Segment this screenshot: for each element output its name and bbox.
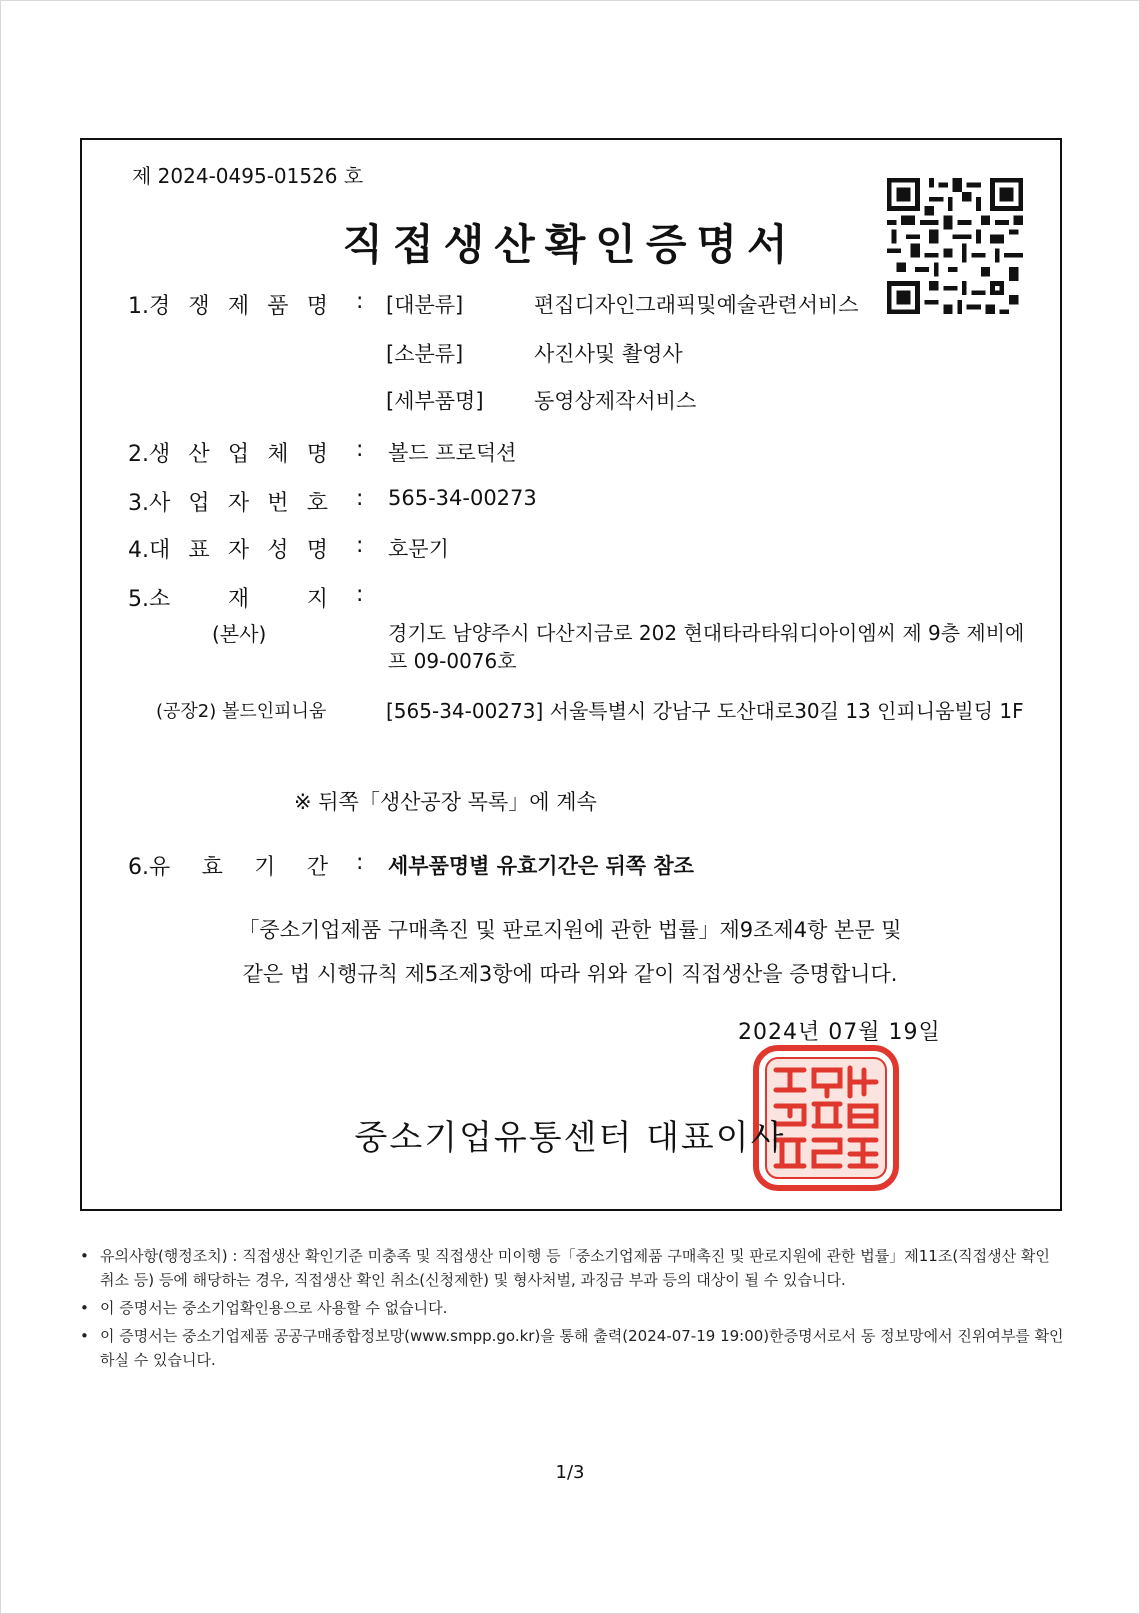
- note-item: • 유의사항(행정조치) : 직접생산 확인기준 미충족 및 직접생산 미이행 등「중소기업제품 구매촉진 및 판로지원에 관한 법률」제11조(직접생산 확인 취소 등) 등에 해당하는 경우, 직접생산 확인 취소(신청제한) 및 형사처벌, 과징금 부과 등의 대상이 될 수 있습니다.: [80, 1247, 1050, 1289]
- major-category-key: [대분류]: [386, 293, 464, 317]
- product-label: 1.경 쟁 제 품 명: [128, 294, 328, 319]
- minor-category-key: [소분류]: [386, 342, 464, 366]
- continued-note: ※ 뒤쪽「생산공장 목록」에 계속: [294, 790, 597, 814]
- note-item: • 이 증명서는 중소기업제품 공공구매종합정보망(www.smpp.go.kr)을 통해 출력(2024-07-19 19:00)한증명서로서 동 정보망에서 진위여부를 확인하실 수 있습니다.: [80, 1327, 1064, 1369]
- company-value: 볼드 프로덕션: [388, 441, 517, 465]
- detail-product-value: 동영상제작서비스: [534, 389, 697, 413]
- notes-section: [78, 1244, 1068, 1376]
- hq-key: (본사): [212, 622, 267, 646]
- biz-number-value: 565-34-00273: [388, 486, 537, 510]
- company-label: 2.생 산 업 체 명: [128, 442, 328, 467]
- location-label: 5.소 재 지: [128, 587, 328, 612]
- minor-category-value: 사진사및 촬영사: [534, 342, 683, 366]
- factory-key: (공장2) 볼드인피니움: [156, 701, 327, 722]
- issuer-name: 중소기업유통센터 대표이사: [354, 1118, 786, 1158]
- major-category-value: 편집디자인그래픽및예술관련서비스: [534, 293, 859, 317]
- location-colon: :: [356, 582, 364, 607]
- hq-address-line1: 경기도 남양주시 다산지금로 202 현대타라타워디아이엠씨 제 9층 제비에: [388, 621, 1025, 645]
- biz-number-label: 3.사 업 자 번 호: [128, 491, 328, 516]
- validity-label: 6.유 효 기 간: [128, 855, 328, 880]
- page-title: 직접생산확인증명서: [342, 220, 798, 269]
- page-number: 1/3: [555, 1462, 585, 1483]
- issue-date: 2024년 07월 19일: [738, 1020, 941, 1045]
- qr-code-icon: [886, 178, 1024, 314]
- statement-line2: 같은 법 시행규칙 제5조제3항에 따라 위와 같이 직접생산을 증명합니다.: [242, 962, 898, 986]
- statement-line1: 「중소기업제품 구매촉진 및 판로지원에 관한 법률」제9조제4항 본문 및: [238, 918, 902, 942]
- ceo-value: 호문기: [388, 537, 449, 561]
- detail-product-key: [세부품명]: [386, 389, 484, 413]
- note-item: • 이 증명서는 중소기업확인용으로 사용할 수 없습니다.: [80, 1299, 448, 1317]
- validity-value: 세부품명별 유효기간은 뒤쪽 참조: [388, 854, 694, 878]
- factory-address: [565-34-00273] 서울특별시 강남구 도산대로30길 13 인피니움빌딩 1F: [386, 699, 1024, 723]
- product-colon: :: [356, 289, 364, 314]
- ceo-label: 4.대 표 자 성 명: [128, 538, 328, 563]
- ceo-colon: :: [356, 533, 364, 558]
- biz-number-colon: :: [356, 486, 364, 511]
- validity-colon: :: [356, 850, 364, 875]
- certificate-number: 제 2024-0495-01526 호: [132, 164, 364, 188]
- hq-address-line2: 프 09-0076호: [388, 649, 517, 673]
- company-colon: :: [356, 437, 364, 462]
